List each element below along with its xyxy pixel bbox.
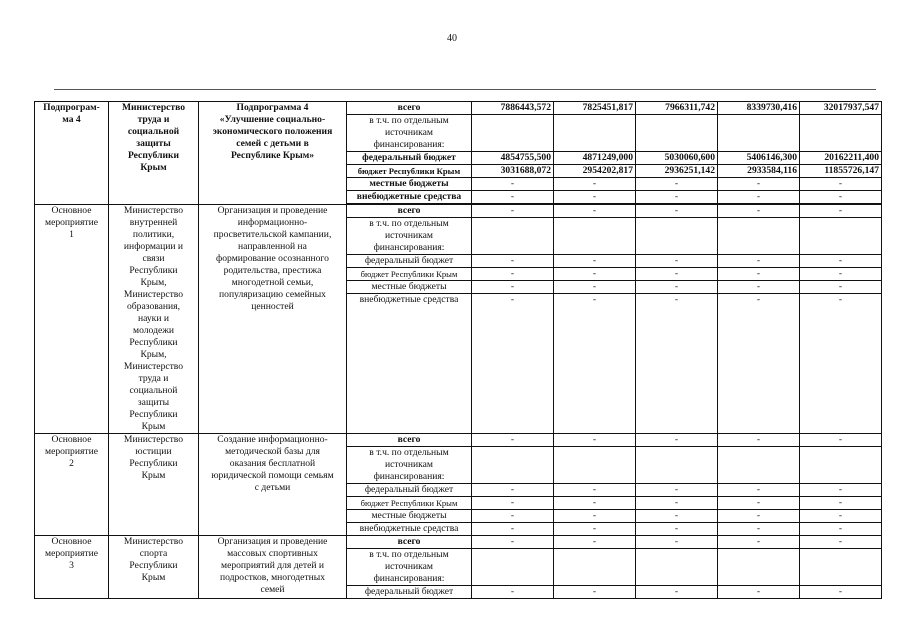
table-row (35, 434, 882, 447)
row-label: федеральный бюджет (347, 152, 472, 165)
row-label: федеральный бюджет (347, 484, 472, 497)
value-cell: - (636, 434, 718, 447)
table-row (35, 102, 882, 115)
value-cell: - (636, 510, 718, 523)
value-cell: - (472, 268, 554, 281)
value-cell (472, 218, 554, 255)
value-cell (472, 549, 554, 586)
row-label: всего (347, 205, 472, 218)
value-cell: - (800, 523, 882, 536)
value-cell: - (718, 434, 800, 447)
value-cell: - (718, 205, 800, 218)
row-label: бюджет Республики Крым (347, 497, 472, 510)
value-cell: - (636, 268, 718, 281)
value-cell: - (636, 205, 718, 218)
value-cell: 11855726,147 (800, 165, 882, 178)
value-cell (636, 218, 718, 255)
value-cell: - (636, 586, 718, 599)
value-cell (800, 218, 882, 255)
value-cell: 4854755,500 (472, 152, 554, 165)
value-cell: - (636, 294, 718, 434)
row-label: всего (347, 536, 472, 549)
value-cell: - (718, 294, 800, 434)
value-cell: - (636, 536, 718, 549)
value-cell: - (472, 191, 554, 204)
value-cell: - (554, 255, 636, 268)
value-cell: 7886443,572 (472, 102, 554, 115)
value-cell: 8339730,416 (718, 102, 800, 115)
value-cell: - (800, 281, 882, 294)
value-cell: - (472, 523, 554, 536)
value-cell: - (472, 178, 554, 191)
value-cell: - (472, 536, 554, 549)
value-cell: - (800, 255, 882, 268)
value-cell: - (636, 484, 718, 497)
value-cell: 2936251,142 (636, 165, 718, 178)
value-cell: - (800, 484, 882, 497)
value-cell (472, 115, 554, 152)
value-cell: - (472, 281, 554, 294)
value-cell: 32017937,547 (800, 102, 882, 115)
row-label: федеральный бюджет (347, 586, 472, 599)
row-label: всего (347, 434, 472, 447)
row-label: внебюджетные средства (347, 523, 472, 536)
value-cell: - (472, 586, 554, 599)
value-cell (718, 447, 800, 484)
value-cell: - (554, 178, 636, 191)
value-cell: - (800, 510, 882, 523)
value-cell: - (636, 191, 718, 204)
row-label: внебюджетные средства (347, 191, 472, 204)
value-cell: - (636, 523, 718, 536)
value-cell: - (554, 497, 636, 510)
value-cell: - (554, 510, 636, 523)
value-cell: - (636, 255, 718, 268)
title-cell: Организация и проведение массовых спортивных мероприятий для детей и подростков, многодетных семей (199, 536, 347, 599)
value-cell: - (472, 434, 554, 447)
row-label: внебюджетные средства (347, 294, 472, 434)
value-cell: - (718, 536, 800, 549)
executor-cell: Министерство юстиции Республики Крым (109, 434, 199, 536)
value-cell (636, 447, 718, 484)
value-cell: - (554, 191, 636, 204)
value-cell: - (472, 205, 554, 218)
value-cell: - (718, 255, 800, 268)
table-row (35, 205, 882, 218)
value-cell: 5406146,300 (718, 152, 800, 165)
row-label: в т.ч. по отдельным источникам финансирования: (347, 218, 472, 255)
value-cell: - (718, 497, 800, 510)
row-label: федеральный бюджет (347, 255, 472, 268)
table-row (35, 536, 882, 549)
program-cell: Основное мероприятие 3 (35, 536, 109, 599)
funding-table (34, 101, 882, 599)
value-cell: - (800, 536, 882, 549)
value-cell: - (554, 523, 636, 536)
value-cell: - (718, 523, 800, 536)
value-cell (554, 218, 636, 255)
value-cell: - (800, 205, 882, 218)
value-cell: - (800, 586, 882, 599)
value-cell: 2933584,116 (718, 165, 800, 178)
value-cell (554, 115, 636, 152)
value-cell: - (800, 294, 882, 434)
value-cell: - (554, 586, 636, 599)
value-cell: - (636, 178, 718, 191)
value-cell: - (718, 191, 800, 204)
executor-cell: Министерство труда и социальной защиты Республики Крым (109, 102, 199, 205)
program-cell: Основное мероприятие 1 (35, 205, 109, 434)
title-cell: Создание информационно- методической базы для оказания бесплатной юридической помощи семьям с детьми (199, 434, 347, 536)
row-label: бюджет Республики Крым (347, 268, 472, 281)
value-cell: - (472, 294, 554, 434)
value-cell: - (636, 497, 718, 510)
value-cell: 3031688,072 (472, 165, 554, 178)
value-cell: - (472, 484, 554, 497)
value-cell: - (718, 268, 800, 281)
value-cell (800, 447, 882, 484)
value-cell: - (636, 281, 718, 294)
value-cell: - (800, 434, 882, 447)
value-cell: - (800, 191, 882, 204)
value-cell (718, 218, 800, 255)
value-cell: - (554, 434, 636, 447)
header-rule (54, 89, 876, 90)
value-cell (718, 549, 800, 586)
program-cell: Основное мероприятие 2 (35, 434, 109, 536)
value-cell: - (472, 497, 554, 510)
row-label: местные бюджеты (347, 281, 472, 294)
page-number: 40 (447, 33, 457, 44)
row-label: бюджет Республики Крым (347, 165, 472, 178)
value-cell: - (554, 281, 636, 294)
program-cell: Подпрограм- ма 4 (35, 102, 109, 205)
value-cell: 7825451,817 (554, 102, 636, 115)
value-cell (472, 447, 554, 484)
value-cell: - (554, 536, 636, 549)
executor-cell: Министерство спорта Республики Крым (109, 536, 199, 599)
value-cell: - (554, 294, 636, 434)
value-cell: - (800, 268, 882, 281)
title-cell: Организация и проведение информационно- просветительской кампании, направленной на формирование осознанного родительства, престижа многодетной семьи, популяризацию семейных ценностей (199, 205, 347, 434)
value-cell (718, 115, 800, 152)
value-cell: - (554, 205, 636, 218)
value-cell: - (472, 255, 554, 268)
row-label: местные бюджеты (347, 178, 472, 191)
row-label: всего (347, 102, 472, 115)
value-cell: - (472, 510, 554, 523)
row-label: в т.ч. по отдельным источникам финансирования: (347, 447, 472, 484)
value-cell: - (718, 281, 800, 294)
title-cell: Подпрограмма 4 «Улучшение социально- экономического положения семей с детьми в Республике Крым» (199, 102, 347, 205)
value-cell (636, 115, 718, 152)
value-cell: - (800, 497, 882, 510)
row-label: в т.ч. по отдельным источникам финансирования: (347, 115, 472, 152)
value-cell: - (554, 484, 636, 497)
executor-cell: Министерство внутренней политики, информации и связи Республики Крым, Министерство образования, науки и молодежи Республики Крым, Министерство труда и социальной защиты Республики Крым (109, 205, 199, 434)
value-cell: 2954202,817 (554, 165, 636, 178)
row-label: местные бюджеты (347, 510, 472, 523)
value-cell: - (554, 268, 636, 281)
value-cell: - (718, 586, 800, 599)
value-cell: 7966311,742 (636, 102, 718, 115)
value-cell: 5030060,600 (636, 152, 718, 165)
value-cell (554, 447, 636, 484)
value-cell: - (718, 178, 800, 191)
value-cell: - (718, 484, 800, 497)
value-cell: - (718, 510, 800, 523)
value-cell (636, 549, 718, 586)
row-label: в т.ч. по отдельным источникам финансирования: (347, 549, 472, 586)
value-cell (554, 549, 636, 586)
value-cell: 4871249,000 (554, 152, 636, 165)
value-cell (800, 115, 882, 152)
value-cell: 20162211,400 (800, 152, 882, 165)
value-cell: - (800, 178, 882, 191)
value-cell (800, 549, 882, 586)
